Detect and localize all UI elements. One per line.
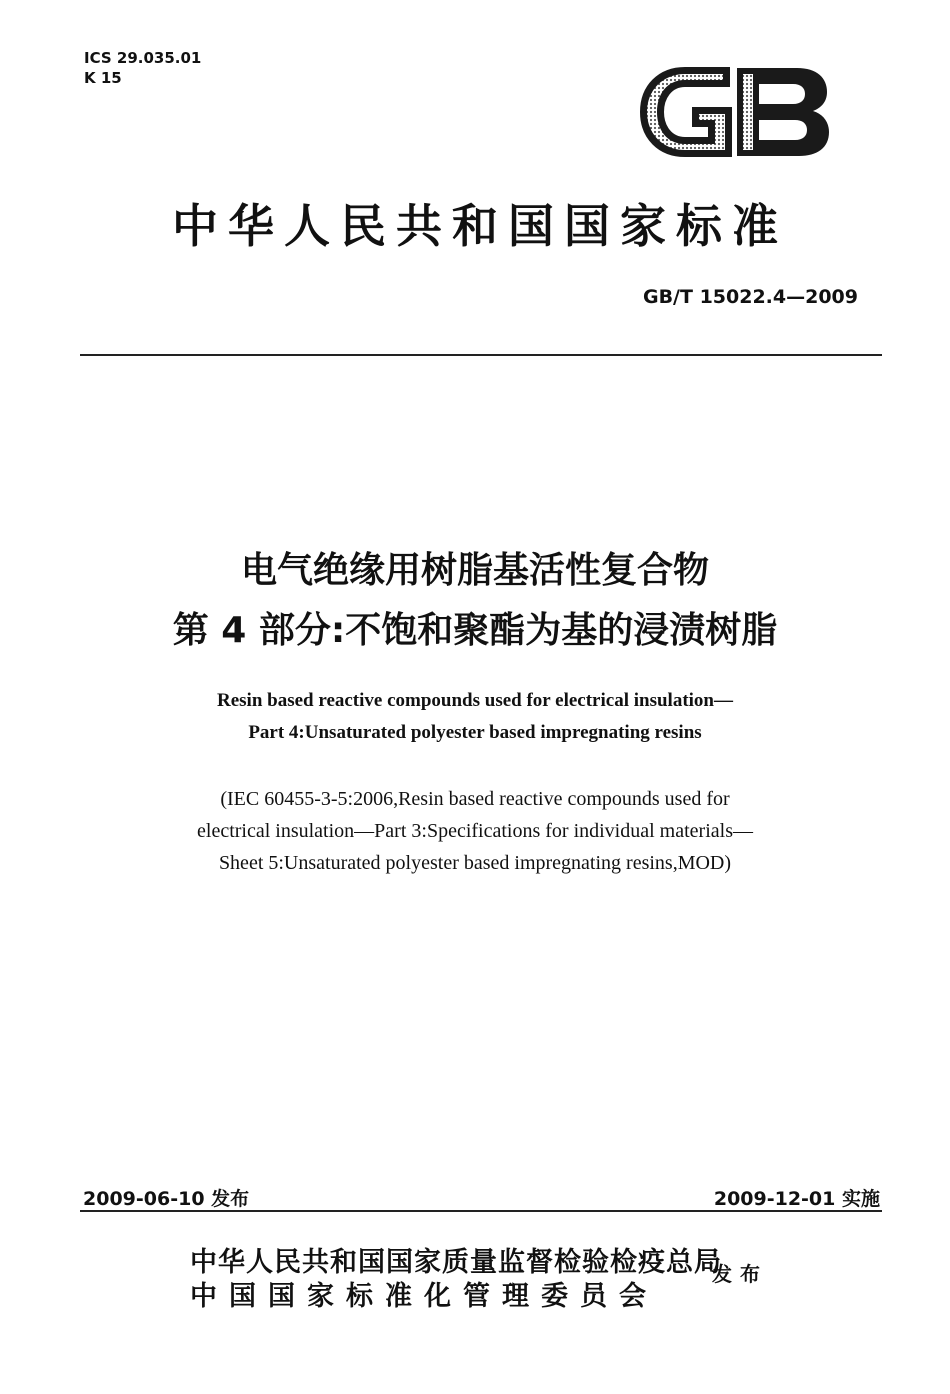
chinese-title-line-2: 第 4 部分:不饱和聚酯为基的浸渍树脂 <box>172 610 778 651</box>
standard-number: GB/T 15022.4—2009 <box>642 286 858 308</box>
implementation-date: 2009-12-01 实施 <box>713 1188 880 1210</box>
issue-date: 2009-06-10 发布 <box>83 1188 250 1210</box>
iec-reference-line-3: Sheet 5:Unsaturated polyester based impregnating resins,MOD) <box>218 852 732 874</box>
issuer-line-2: 中国国家标准化管理委员会 <box>190 1281 658 1311</box>
issuer-line-1: 中华人民共和国国家质量监督检验检疫总局 <box>190 1247 722 1277</box>
top-divider <box>80 354 882 356</box>
iec-reference-line-1: (IEC 60455-3-5:2006,Resin based reactive compounds used for <box>220 788 730 810</box>
ccs-code: K 15 <box>84 69 122 87</box>
national-standard-title: 中华人民共和国国家标准 <box>172 201 788 252</box>
ics-code: ICS 29.035.01 <box>84 49 202 67</box>
issue-verb: 发布 <box>712 1264 768 1286</box>
bottom-divider <box>80 1210 882 1212</box>
gb-logo-icon <box>637 62 832 162</box>
chinese-title-line-1: 电气绝缘用树脂基活性复合物 <box>240 550 709 591</box>
english-title-line-1: Resin based reactive compounds used for electrical insulation— <box>217 690 733 711</box>
classification-codes <box>84 48 201 88</box>
iec-reference-line-2: electrical insulation—Part 3:Specifications for individual materials— <box>197 820 753 842</box>
english-title-line-2: Part 4:Unsaturated polyester based impregnating resins <box>248 722 702 743</box>
